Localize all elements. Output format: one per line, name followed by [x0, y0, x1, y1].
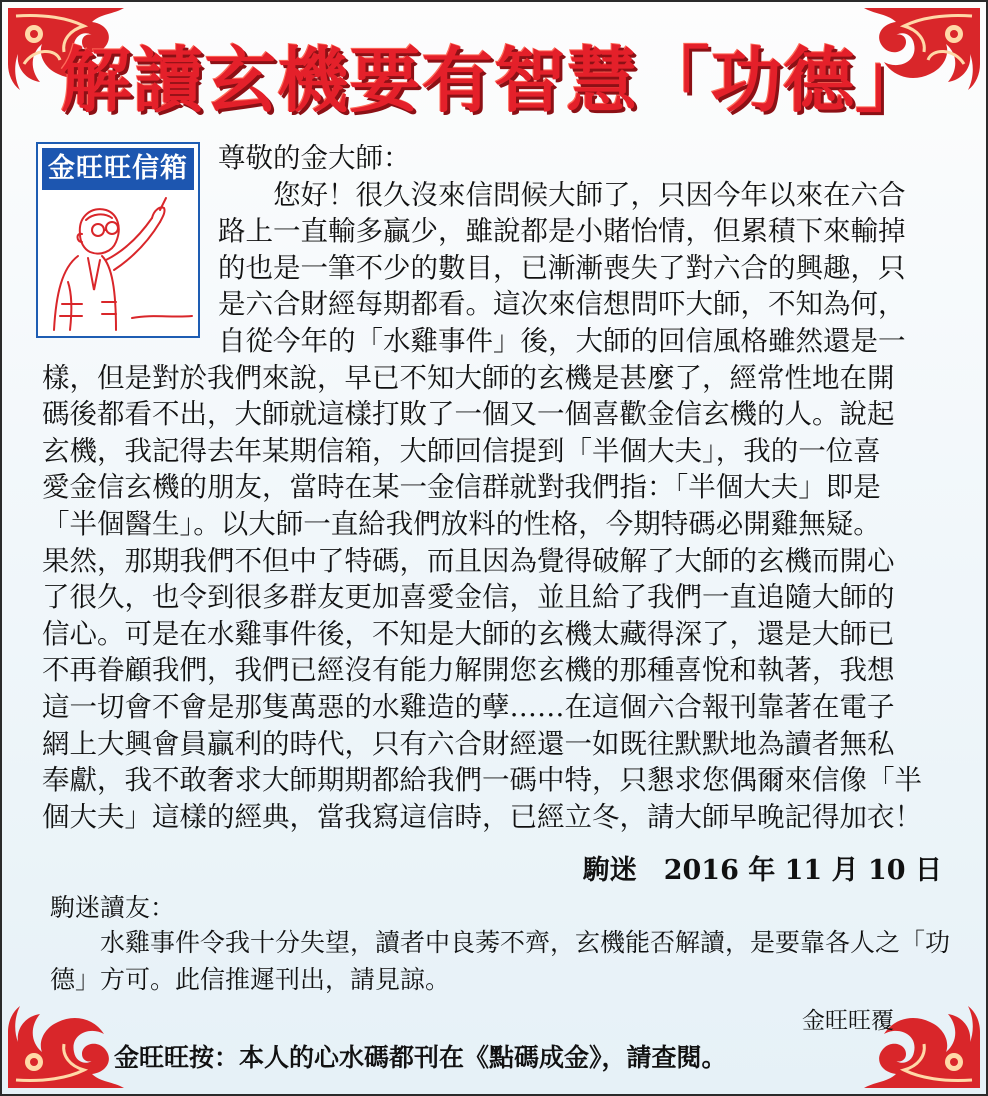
letter-line: 樣，但是對於我們來說，早已不知大師的玄機是甚麼了，經常性地在開 [42, 361, 895, 394]
letter-line: 自從今年的「水雞事件」後，大師的回信風格雖然還是一 [218, 324, 906, 357]
mailbox-tag: 金旺旺信箱 [42, 148, 194, 190]
letter-line: 碼後都看不出，大師就這樣打敗了一個又一個喜歡金信玄機的人。說起 [42, 398, 895, 431]
letter-line: 您好！很久沒來信問候大師了，只因今年以來在六合 [273, 178, 906, 211]
letter-line: 玄機，我記得去年某期信箱，大師回信提到「半個大夫」，我的一位喜 [42, 434, 881, 467]
letter-line: 不再眷顧我們，我們已經沒有能力解開您玄機的那種喜悅和執著，我想 [42, 654, 895, 687]
letter-body [42, 140, 950, 835]
letter-line: 個大夫」這樣的經典，當我寫這信時，已經立冬，請大師早晚記得加衣！ [42, 800, 922, 833]
letter-line: 了很久，也令到很多群友更加喜愛金信，並且給了我們一直追隨大師的 [42, 581, 895, 614]
letter-line: 網上大興會員贏利的時代，只有六合財經還一如既往默默地為讀者無私 [42, 727, 895, 760]
letter-line: 這一切會不會是那隻萬惡的水雞造的孽……在這個六合報刊靠著在電子 [42, 690, 895, 723]
reply-heading: 駒迷讀友： [50, 893, 176, 922]
editor-note: 金旺旺按：本人的心水碼都刊在《點碼成金》，請查閱。 [114, 1043, 727, 1072]
letter-line: 「半個醫生」。以大師一直給我們放料的性格，今期特碼必開雞無疑。 [42, 507, 881, 540]
letter-line: 果然，那期我們不但中了特碼，而且因為覺得破解了大師的玄機而開心 [42, 544, 895, 577]
letter-signature: 駒迷 2016 年 11 月 10 日 [582, 855, 942, 886]
letter-line: 的也是一筆不少的數目，已漸漸喪失了對六合的興趣，只 [218, 251, 906, 284]
letter-line: 路上一直輸多贏少，雖說都是小賭怡情，但累積下來輸掉 [218, 215, 906, 248]
letter-salutation: 尊敬的金大師： [218, 142, 411, 174]
letter-line: 是六合財經每期都看。這次來信想問吓大師，不知為何， [218, 288, 906, 321]
page-title: 解讀玄機要有智慧「功德」 [60, 38, 928, 122]
letter-line: 信心。可是在水雞事件後，不知是大師的玄機太藏得深了，還是大師已 [42, 617, 895, 650]
reply-signoff: 金旺旺覆 [802, 1008, 894, 1034]
letter-line: 愛金信玄機的朋友，當時在某一金信群就對我們指：「半個大夫」即是 [42, 471, 881, 504]
letter-line: 奉獻，我不敢奢求大師期期都給我們一碼中特，只懇求您偶爾來信像「半 [42, 764, 922, 797]
reply-body [50, 924, 950, 998]
reply-text: 水雞事件令我十分失望，讀者中良莠不齊，玄機能否解讀，是要靠各人之「功德」方可。此信推遲刊出，請見諒。 [50, 928, 951, 994]
